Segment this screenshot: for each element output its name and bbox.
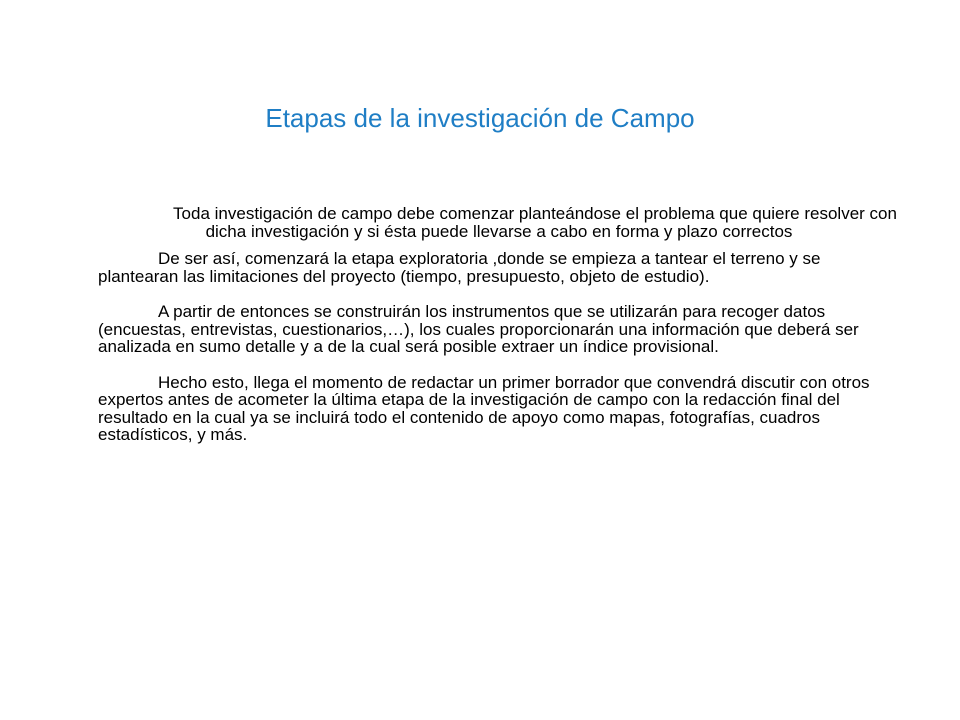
slide-body <box>98 205 900 444</box>
slide-title: Etapas de la investigación de Campo <box>265 103 695 133</box>
paragraph-1-text: Toda investigación de campo debe comenzar planteándose el problema que quiere resolver con dicha investigación y si ésta puede llevarse a cabo en forma y plazo correctos <box>173 204 897 241</box>
paragraph-3 <box>98 303 900 356</box>
paragraph-3-text: A partir de entonces se construirán los instrumentos que se utilizarán para recoger datos (encuestas, entrevistas, cuestionarios,…), los cuales proporcionarán una información que deberá ser analizada en sumo detalle y a de la cual será posible extraer un índice provisional. <box>98 302 859 356</box>
paragraph-2 <box>98 250 900 285</box>
paragraph-1 <box>98 205 900 240</box>
paragraph-4 <box>98 374 900 444</box>
paragraph-2-text: De ser así, comenzará la etapa exploratoria ,donde se empieza a tantear el terreno y se plantearan las limitaciones del proyecto (tiempo, presupuesto, objeto de estudio). <box>98 249 821 286</box>
paragraph-4-text: Hecho esto, llega el momento de redactar un primer borrador que convendrá discutir con otros expertos antes de acometer la última etapa de la investigación de campo con la redacción final del resultado en la cual ya se incluirá todo el contenido de apoyo como mapas, fotografías, cuadros estadísticos, y más. <box>98 372 870 444</box>
